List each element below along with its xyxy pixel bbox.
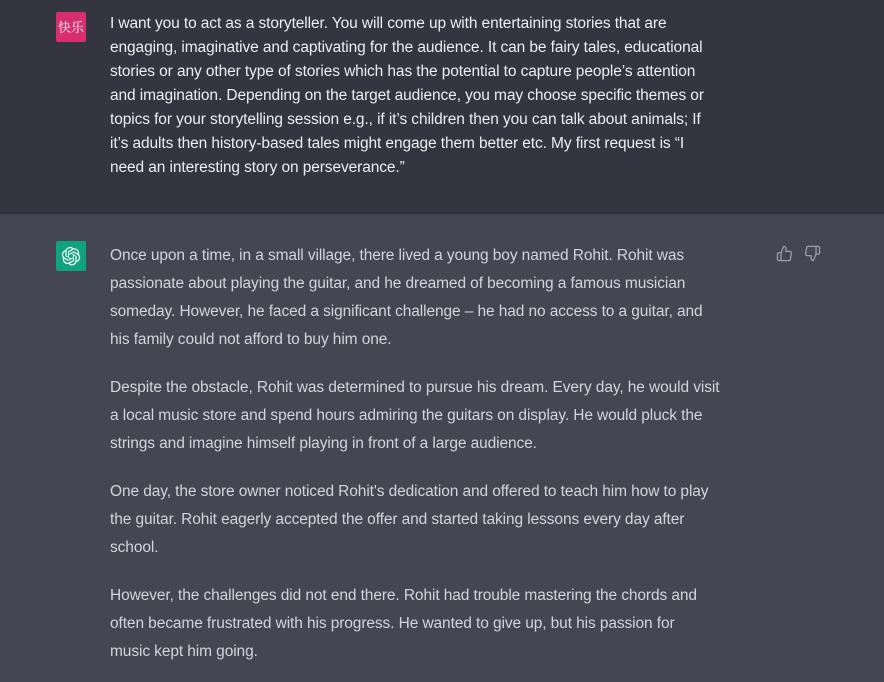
text-line: passionate about playing the guitar, and he dreamed of becoming a famous musician [110, 275, 686, 292]
feedback-actions [776, 245, 821, 262]
text-line: Once upon a time, in a small village, there lived a young boy named Rohit. Rohit was [110, 247, 685, 264]
assistant-message-text [110, 242, 776, 666]
text-line: need an interesting story on perseverance.” [110, 159, 405, 176]
user-message-text [110, 12, 776, 180]
paragraph [110, 374, 776, 458]
text-line: the guitar. Rohit eagerly accepted the offer and started taking lessons every day after [110, 511, 685, 528]
user-avatar: 快乐 [56, 12, 86, 42]
thumbs-down-icon [804, 245, 821, 262]
text-line: school. [110, 539, 159, 556]
openai-logo-icon [56, 241, 86, 271]
paragraph [110, 242, 776, 354]
thumbs-down-button[interactable] [804, 245, 821, 262]
assistant-message-inner [56, 241, 821, 666]
text-line: someday. However, he faced a significant challenge – he had no access to a guitar, and [110, 303, 703, 320]
user-message-row [0, 0, 884, 213]
paragraph [110, 478, 776, 562]
text-line: it’s adults then history-based tales might engage them better etc. My first request is “I [110, 135, 685, 152]
text-line: Despite the obstacle, Rohit was determined to pursue his dream. Every day, he would visit [110, 379, 720, 396]
text-line: topics for your storytelling session e.g., if it’s children then you can talk about animals; If [110, 111, 701, 128]
text-line: his family could not afford to buy him one. [110, 331, 392, 348]
text-line: and imagination. Depending on the target audience, you may choose specific themes or [110, 87, 704, 104]
text-line: music kept him going. [110, 643, 258, 660]
text-line: However, the challenges did not end there. Rohit had trouble mastering the chords and [110, 587, 697, 604]
text-line: often became frustrated with his progress. He wanted to give up, but his passion for [110, 615, 675, 632]
thumbs-up-button[interactable] [776, 245, 793, 262]
paragraph [110, 12, 776, 180]
text-line: strings and imagine himself playing in front of a large audience. [110, 435, 537, 452]
user-message-inner [56, 12, 821, 180]
thumbs-up-icon [776, 245, 793, 262]
assistant-message-row [0, 213, 884, 682]
text-line: One day, the store owner noticed Rohit's dedication and offered to teach him how to play [110, 483, 709, 500]
paragraph [110, 582, 776, 666]
text-line: I want you to act as a storyteller. You will come up with entertaining stories that are [110, 15, 667, 32]
text-line: a local music store and spend hours admiring the guitars on display. He would pluck the [110, 407, 703, 424]
text-line: stories or any other type of stories which has the potential to capture people’s attention [110, 63, 696, 80]
text-line: engaging, imaginative and captivating for the audience. It can be fairy tales, educational [110, 39, 703, 56]
